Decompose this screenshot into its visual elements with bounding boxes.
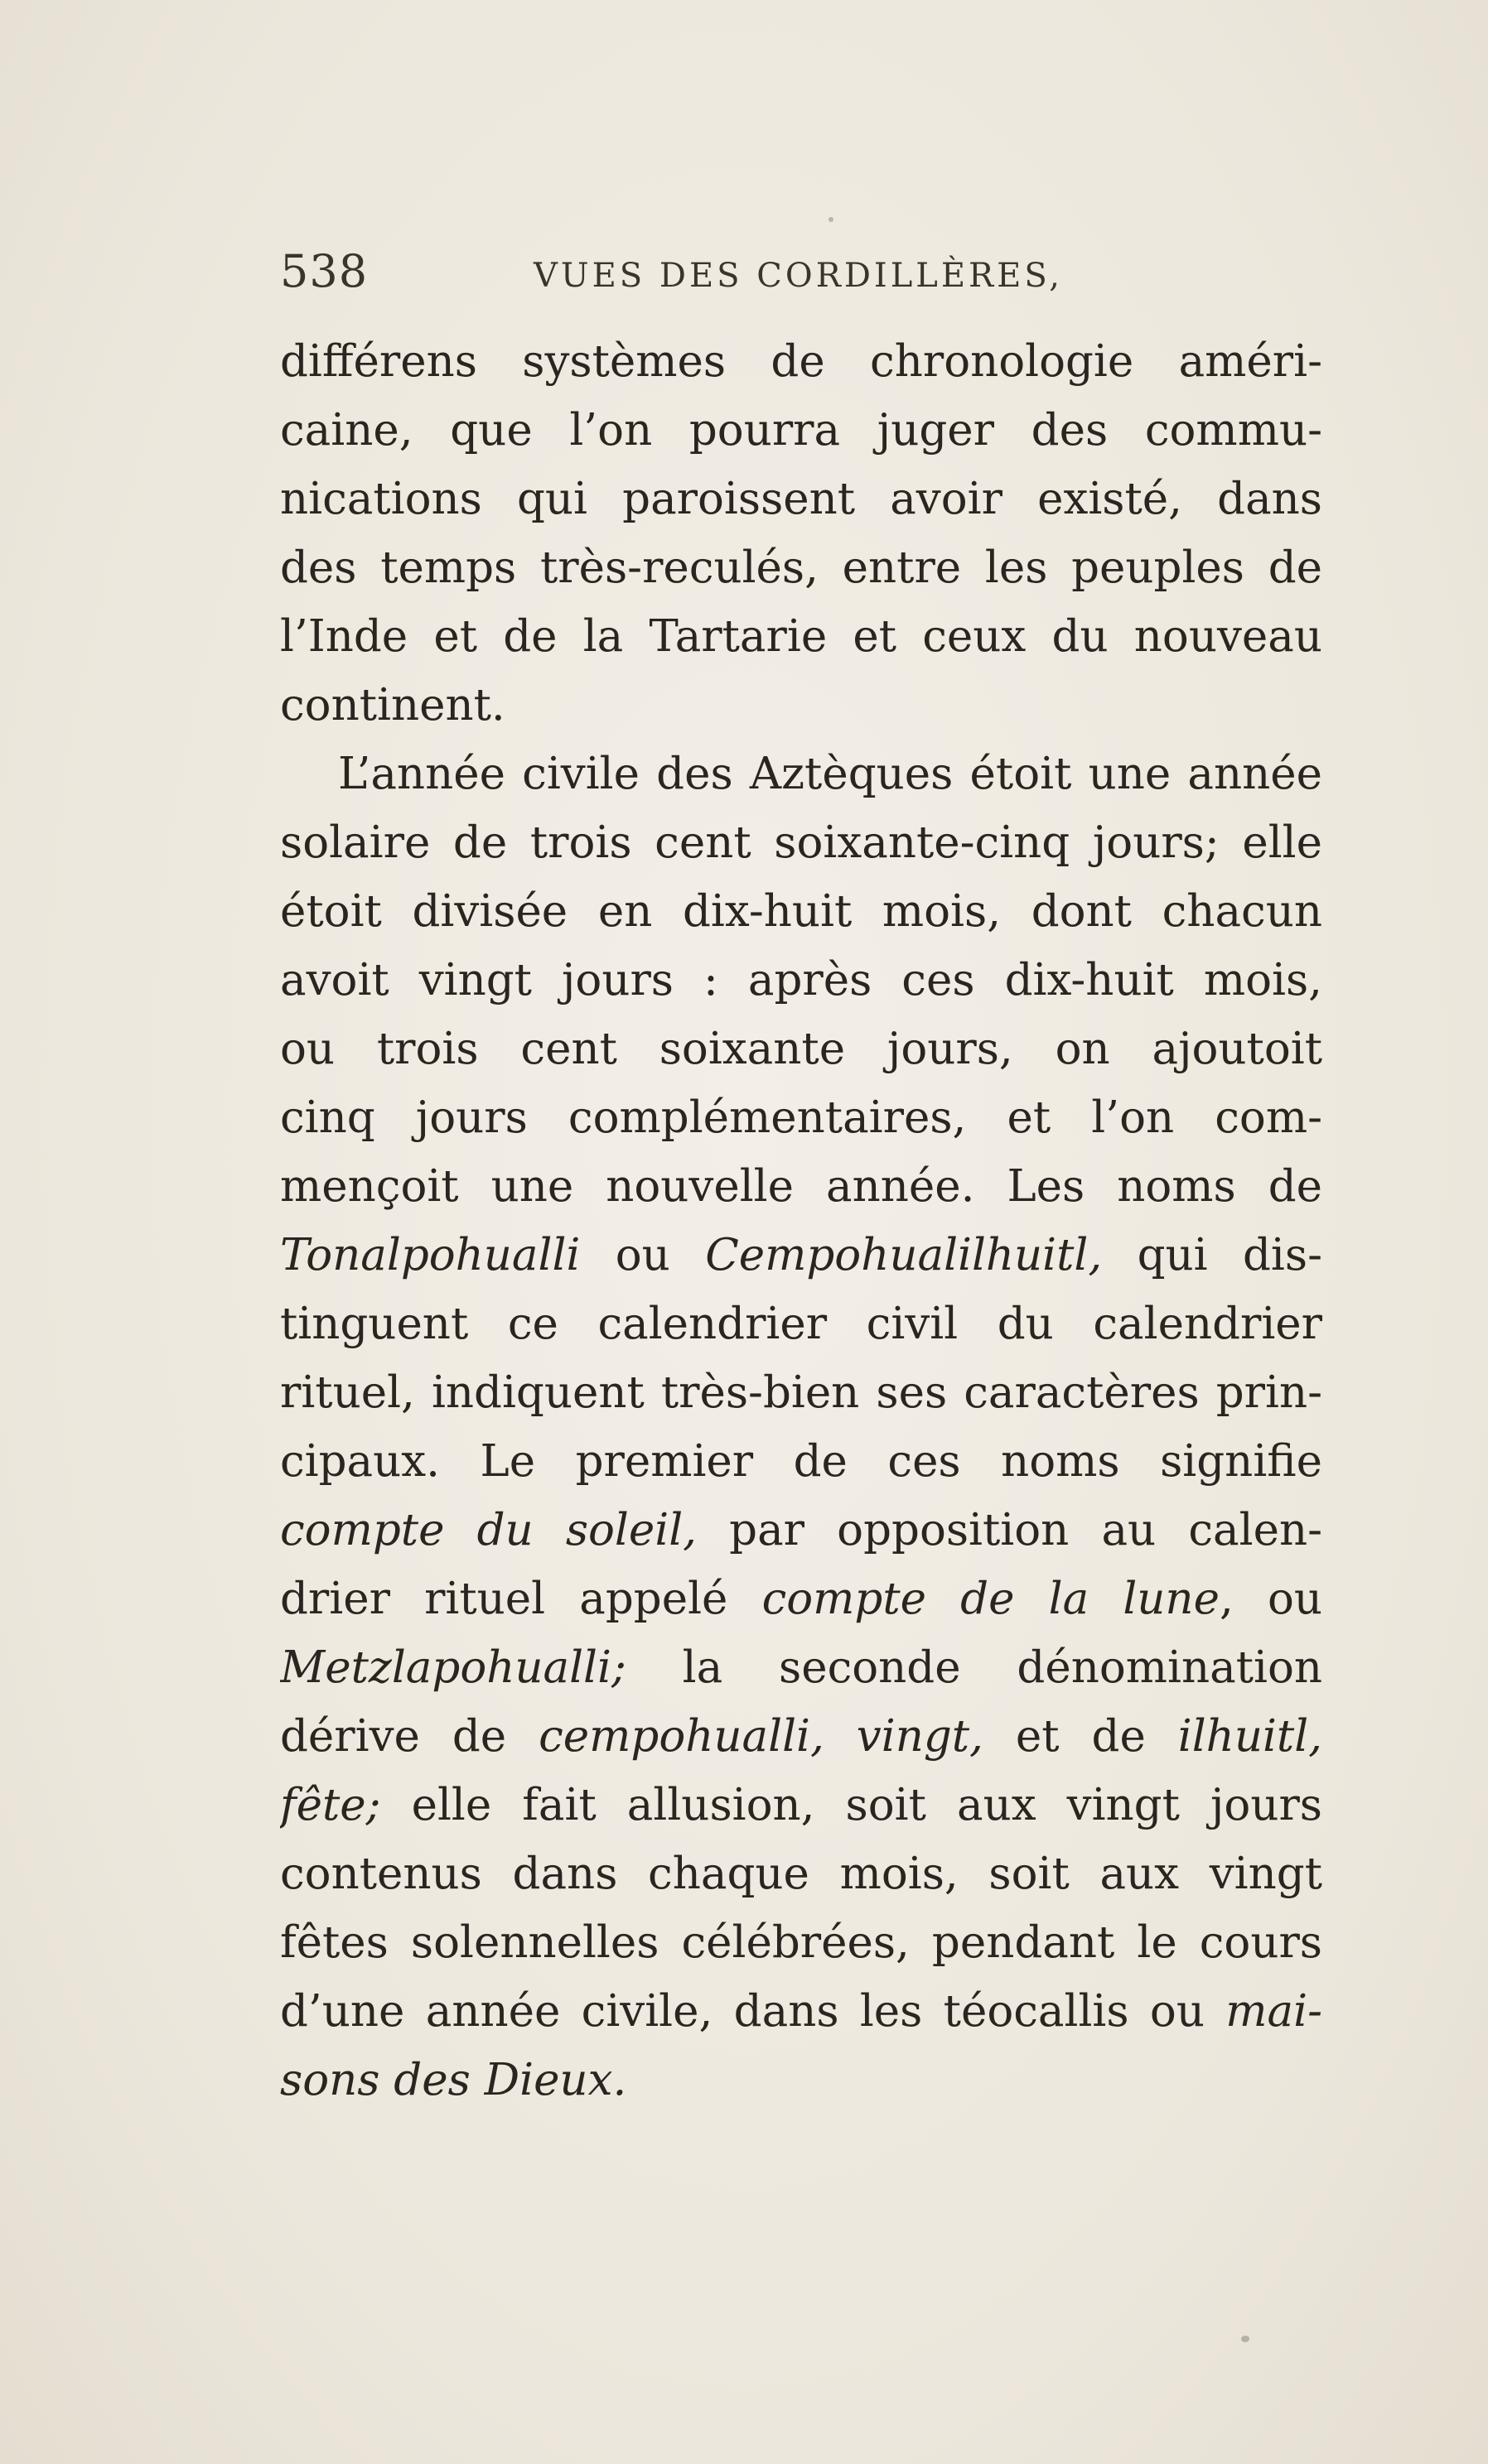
text-line — [280, 2046, 1322, 2114]
text-run: rituel, indiquent très-bien ses caractères prin- — [280, 1367, 1322, 1418]
text-run: ou trois cent soixante jours, on ajoutoit — [280, 1024, 1322, 1074]
text-line — [280, 1358, 1322, 1427]
text-line — [280, 1908, 1322, 1977]
text-line — [280, 327, 1322, 396]
text-line — [280, 1221, 1322, 1290]
text-line — [280, 1290, 1322, 1358]
text-run: des temps très-reculés, entre les peuples de — [280, 542, 1322, 593]
running-title: VUES DES CORDILLÈRES, — [534, 257, 1064, 295]
text-line — [280, 671, 1322, 740]
text-line — [280, 1771, 1322, 1840]
italic-term: compte de la lune — [761, 1574, 1220, 1624]
text-line — [280, 1015, 1322, 1083]
text-run: nications qui paroissent avoir existé, dans — [280, 474, 1322, 524]
paper-speck — [829, 217, 833, 222]
running-head — [280, 245, 1100, 311]
text-run: avoit vingt jours : après ces dix-huit mois, — [280, 955, 1322, 1005]
italic-term: fête; — [280, 1780, 381, 1830]
text-line — [280, 1427, 1322, 1496]
text-run: contenus dans chaque mois, soit aux vingt — [280, 1849, 1322, 1899]
italic-term: Cempohualilhuitl, — [705, 1230, 1103, 1280]
text-run: étoit divisée en dix-huit mois, dont chacun — [280, 886, 1322, 937]
paper-speck — [1241, 2336, 1249, 2342]
text-line — [280, 1702, 1322, 1771]
text-run: ou — [580, 1230, 706, 1280]
italic-term: cempohualli, vingt, — [539, 1711, 983, 1762]
text-line — [280, 396, 1322, 465]
text-run: cinq jours complémentaires, et l’on com- — [280, 1092, 1322, 1143]
text-line — [280, 465, 1322, 533]
italic-term: Metzlapohualli; — [280, 1642, 626, 1693]
page-number: 538 — [280, 245, 369, 297]
italic-term: compte du soleil, — [280, 1505, 697, 1555]
text-line — [280, 1840, 1322, 1908]
italic-term: ilhuitl, — [1177, 1711, 1322, 1762]
text-run: tinguent ce calendrier civil du calendrier — [280, 1299, 1322, 1349]
text-line — [280, 808, 1322, 877]
body-text — [280, 327, 1322, 2114]
text-run: différens systèmes de chronologie améri- — [280, 336, 1322, 387]
text-run: la seconde dénomination — [626, 1642, 1322, 1693]
text-run: mençoit une nouvelle année. Les noms de — [280, 1161, 1322, 1212]
text-line — [280, 1977, 1322, 2046]
text-run: fêtes solennelles célébrées, pendant le cours — [280, 1917, 1322, 1968]
text-run: elle fait allusion, soit aux vingt jours — [380, 1780, 1322, 1830]
text-line — [280, 1083, 1322, 1152]
text-run: par opposition au calen- — [697, 1505, 1322, 1555]
paragraph-first-line — [280, 740, 1322, 808]
text-run: l’Inde et de la Tartarie et ceux du nouveau — [280, 611, 1322, 662]
text-run: et de — [983, 1711, 1178, 1762]
text-run: qui dis- — [1102, 1230, 1322, 1280]
text-line — [280, 1152, 1322, 1221]
text-line — [280, 602, 1322, 671]
italic-term: mai- — [1225, 1986, 1322, 2037]
italic-term: sons des Dieux. — [280, 2055, 627, 2105]
text-line — [280, 877, 1322, 946]
text-run: solaire de trois cent soixante-cinq jours; elle — [280, 817, 1322, 868]
text-run: , ou — [1219, 1574, 1322, 1624]
text-line — [280, 533, 1322, 602]
text-run: L’année civile des Aztèques étoit une année — [338, 749, 1322, 799]
text-run: continent. — [280, 680, 505, 731]
text-line — [280, 1565, 1322, 1633]
text-run: dérive de — [280, 1711, 539, 1762]
text-line — [280, 946, 1322, 1015]
text-run: caine, que l’on pourra juger des commu- — [280, 405, 1322, 456]
text-line — [280, 1633, 1322, 1702]
text-run: d’une année civile, dans les téocallis ou — [280, 1986, 1226, 2037]
text-line — [280, 1496, 1322, 1565]
italic-term: Tonalpohualli — [280, 1230, 581, 1280]
text-run: cipaux. Le premier de ces noms signifie — [280, 1436, 1322, 1487]
text-run: drier rituel appelé — [280, 1574, 762, 1624]
